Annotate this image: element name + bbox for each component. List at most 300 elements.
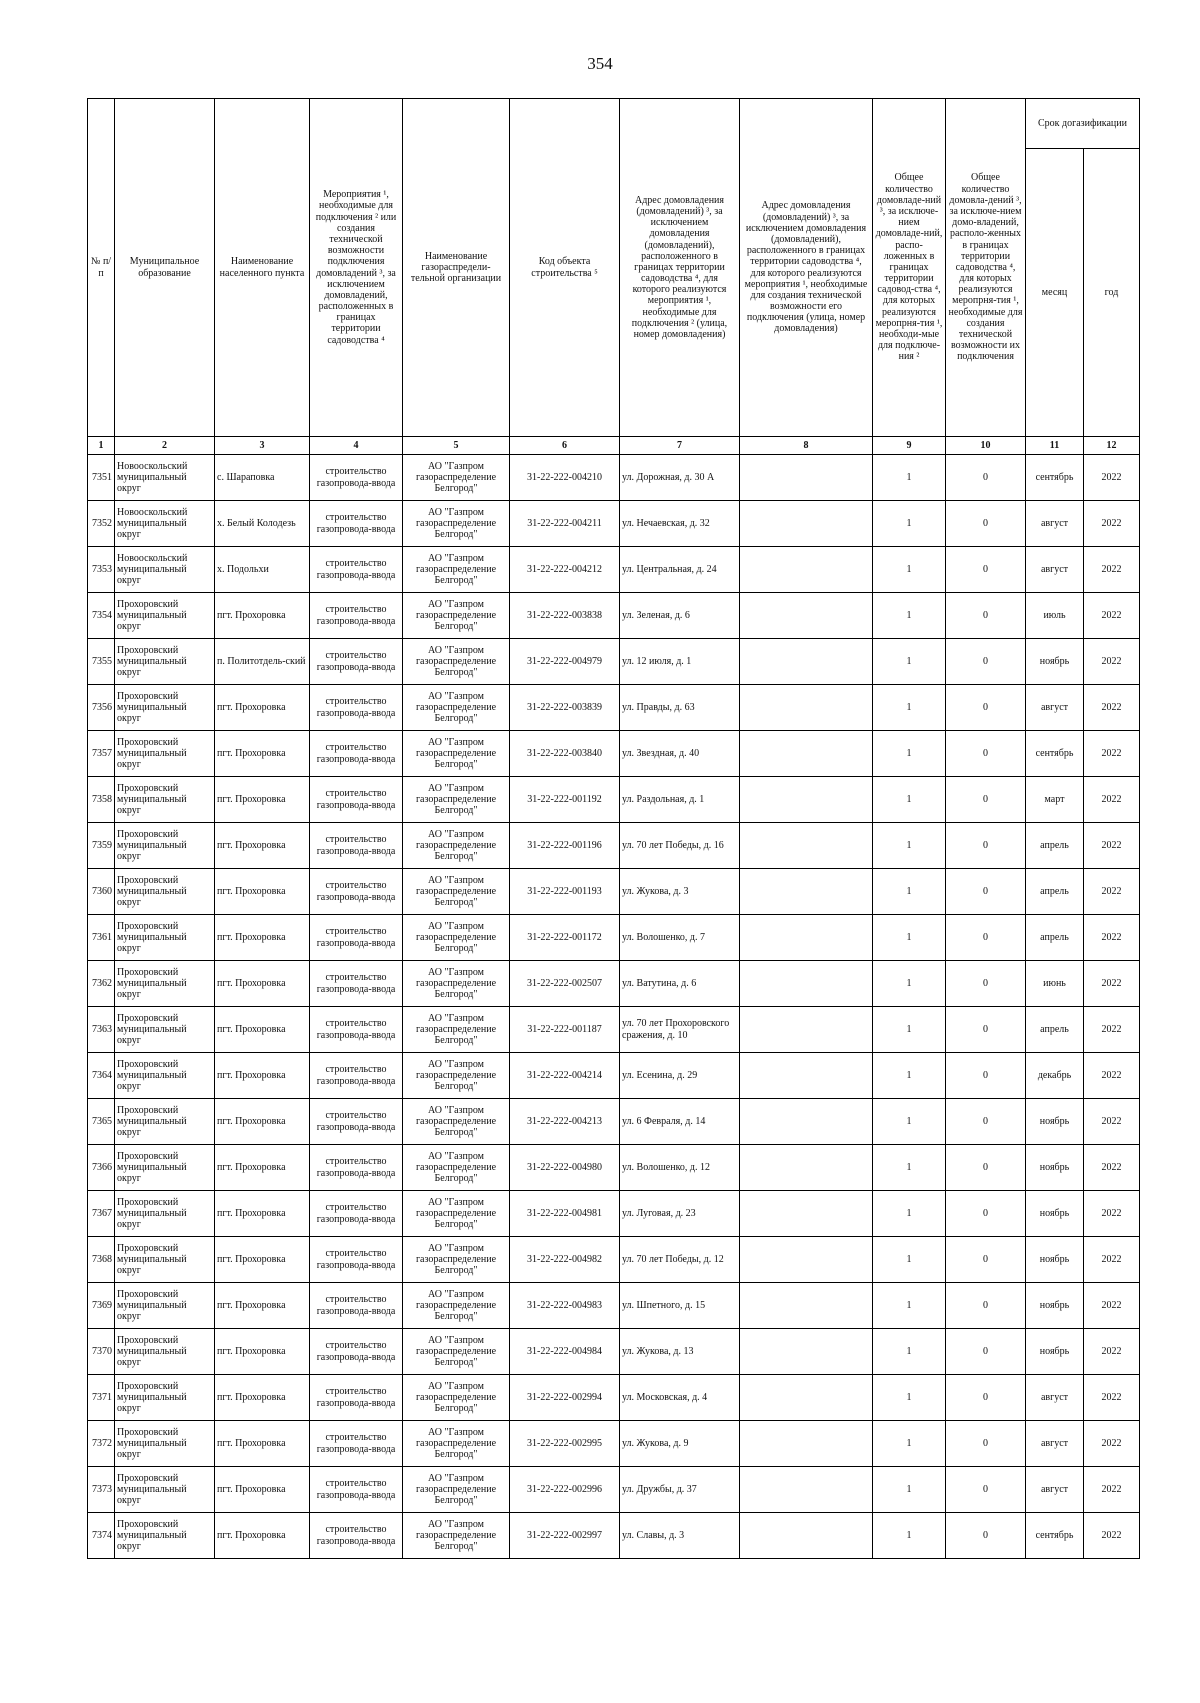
count-connection-cell: 1 <box>873 685 946 731</box>
object-code-cell: 31-22-222-003838 <box>510 593 620 639</box>
header-object-code: Код объекта строительства ⁵ <box>510 99 620 437</box>
address-connection-cell: ул. Волошенко, д. 12 <box>620 1145 740 1191</box>
address-capability-cell <box>740 639 873 685</box>
municipality-cell: Прохоровский муниципальный округ <box>115 823 215 869</box>
activity-cell: строительство газопровода-ввода <box>310 961 403 1007</box>
month-cell: сентябрь <box>1026 731 1084 777</box>
count-capability-cell: 0 <box>946 1329 1026 1375</box>
count-connection-cell: 1 <box>873 1283 946 1329</box>
month-cell: август <box>1026 1467 1084 1513</box>
address-capability-cell <box>740 547 873 593</box>
header-address-connection: Адрес домовладения (домовладений) ³, за исключением домовладения (домовладений), расположенного в границах территории садоводства ⁴, для которого реализуются мероприятия ¹, необходимые для подключения ² (улица, номер домовладения) <box>620 99 740 437</box>
table-row <box>88 1375 1140 1421</box>
object-code-cell: 31-22-222-004984 <box>510 1329 620 1375</box>
settlement-cell: пгт. Прохоровка <box>215 1053 310 1099</box>
month-cell: июль <box>1026 593 1084 639</box>
address-connection-cell: ул. 6 Февраля, д. 14 <box>620 1099 740 1145</box>
table-row <box>88 685 1140 731</box>
object-code-cell: 31-22-222-001193 <box>510 869 620 915</box>
address-capability-cell <box>740 869 873 915</box>
settlement-cell: пгт. Прохоровка <box>215 1283 310 1329</box>
count-connection-cell: 1 <box>873 593 946 639</box>
row-number: 7370 <box>88 1329 115 1375</box>
count-capability-cell: 0 <box>946 639 1026 685</box>
settlement-cell: пгт. Прохоровка <box>215 869 310 915</box>
month-cell: август <box>1026 1375 1084 1421</box>
year-cell: 2022 <box>1084 961 1140 1007</box>
organization-cell: АО "Газпром газораспределение Белгород" <box>403 639 510 685</box>
column-number: 5 <box>403 437 510 455</box>
header-count-capability: Общее количество домовла-дений ³, за исключе-нием домо-владений, располо-женных в границах территории садоводства ⁴, для которых реализуются меропрня-тия ¹, необходимые для создания технической возможности их подключения <box>946 99 1026 437</box>
settlement-cell: пгт. Прохоровка <box>215 823 310 869</box>
object-code-cell: 31-22-222-001187 <box>510 1007 620 1053</box>
object-code-cell: 31-22-222-002507 <box>510 961 620 1007</box>
organization-cell: АО "Газпром газораспределение Белгород" <box>403 455 510 501</box>
municipality-cell: Новооскольский муниципальный округ <box>115 547 215 593</box>
address-connection-cell: ул. 70 лет Победы, д. 12 <box>620 1237 740 1283</box>
settlement-cell: пгт. Прохоровка <box>215 961 310 1007</box>
header-activity: Мероприятия ¹, необходимые для подключения ² или создания технической возможности подключения домовладений ³, за исключением домовладений, расположенных в границах территории садоводства ⁴ <box>310 99 403 437</box>
object-code-cell: 31-22-222-002994 <box>510 1375 620 1421</box>
table-row <box>88 1191 1140 1237</box>
address-capability-cell <box>740 961 873 1007</box>
count-capability-cell: 0 <box>946 501 1026 547</box>
month-cell: март <box>1026 777 1084 823</box>
settlement-cell: пгт. Прохоровка <box>215 1513 310 1559</box>
count-connection-cell: 1 <box>873 501 946 547</box>
object-code-cell: 31-22-222-002995 <box>510 1421 620 1467</box>
header-organization: Наименование газораспредели-тельной организации <box>403 99 510 437</box>
count-connection-cell: 1 <box>873 961 946 1007</box>
activity-cell: строительство газопровода-ввода <box>310 501 403 547</box>
row-number: 7368 <box>88 1237 115 1283</box>
month-cell: ноябрь <box>1026 1099 1084 1145</box>
column-number: 3 <box>215 437 310 455</box>
object-code-cell: 31-22-222-004213 <box>510 1099 620 1145</box>
settlement-cell: пгт. Прохоровка <box>215 777 310 823</box>
address-connection-cell: ул. Славы, д. 3 <box>620 1513 740 1559</box>
organization-cell: АО "Газпром газораспределение Белгород" <box>403 1329 510 1375</box>
year-cell: 2022 <box>1084 501 1140 547</box>
address-connection-cell: ул. Жукова, д. 3 <box>620 869 740 915</box>
address-capability-cell <box>740 1099 873 1145</box>
row-number: 7351 <box>88 455 115 501</box>
activity-cell: строительство газопровода-ввода <box>310 1053 403 1099</box>
organization-cell: АО "Газпром газораспределение Белгород" <box>403 961 510 1007</box>
column-number: 2 <box>115 437 215 455</box>
address-connection-cell: ул. Центральная, д. 24 <box>620 547 740 593</box>
month-cell: ноябрь <box>1026 1283 1084 1329</box>
count-capability-cell: 0 <box>946 1007 1026 1053</box>
year-cell: 2022 <box>1084 1145 1140 1191</box>
month-cell: ноябрь <box>1026 1237 1084 1283</box>
activity-cell: строительство газопровода-ввода <box>310 823 403 869</box>
settlement-cell: пгт. Прохоровка <box>215 1375 310 1421</box>
address-capability-cell <box>740 1053 873 1099</box>
address-capability-cell <box>740 1329 873 1375</box>
table-row <box>88 777 1140 823</box>
row-number: 7357 <box>88 731 115 777</box>
count-connection-cell: 1 <box>873 639 946 685</box>
municipality-cell: Прохоровский муниципальный округ <box>115 1145 215 1191</box>
count-capability-cell: 0 <box>946 1375 1026 1421</box>
table-row <box>88 1145 1140 1191</box>
municipality-cell: Прохоровский муниципальный округ <box>115 685 215 731</box>
municipality-cell: Прохоровский муниципальный округ <box>115 1007 215 1053</box>
month-cell: ноябрь <box>1026 1145 1084 1191</box>
activity-cell: строительство газопровода-ввода <box>310 639 403 685</box>
organization-cell: АО "Газпром газораспределение Белгород" <box>403 1191 510 1237</box>
object-code-cell: 31-22-222-004980 <box>510 1145 620 1191</box>
address-connection-cell: ул. Нечаевская, д. 32 <box>620 501 740 547</box>
activity-cell: строительство газопровода-ввода <box>310 1467 403 1513</box>
count-capability-cell: 0 <box>946 823 1026 869</box>
address-connection-cell: ул. Шпетного, д. 15 <box>620 1283 740 1329</box>
settlement-cell: пгт. Прохоровка <box>215 1007 310 1053</box>
header-number: № п/п <box>88 99 115 437</box>
address-connection-cell: ул. Правды, д. 63 <box>620 685 740 731</box>
month-cell: ноябрь <box>1026 639 1084 685</box>
activity-cell: строительство газопровода-ввода <box>310 1513 403 1559</box>
month-cell: август <box>1026 1421 1084 1467</box>
column-number: 10 <box>946 437 1026 455</box>
activity-cell: строительство газопровода-ввода <box>310 869 403 915</box>
organization-cell: АО "Газпром газораспределение Белгород" <box>403 501 510 547</box>
object-code-cell: 31-22-222-004981 <box>510 1191 620 1237</box>
count-connection-cell: 1 <box>873 1053 946 1099</box>
count-connection-cell: 1 <box>873 1375 946 1421</box>
count-capability-cell: 0 <box>946 1467 1026 1513</box>
count-capability-cell: 0 <box>946 593 1026 639</box>
month-cell: декабрь <box>1026 1053 1084 1099</box>
table-row <box>88 593 1140 639</box>
address-capability-cell <box>740 731 873 777</box>
count-connection-cell: 1 <box>873 1145 946 1191</box>
municipality-cell: Новооскольский муниципальный округ <box>115 455 215 501</box>
municipality-cell: Прохоровский муниципальный округ <box>115 731 215 777</box>
column-number: 11 <box>1026 437 1084 455</box>
organization-cell: АО "Газпром газораспределение Белгород" <box>403 1145 510 1191</box>
row-number: 7356 <box>88 685 115 731</box>
address-capability-cell <box>740 1283 873 1329</box>
count-capability-cell: 0 <box>946 1145 1026 1191</box>
address-connection-cell: ул. Луговая, д. 23 <box>620 1191 740 1237</box>
settlement-cell: пгт. Прохоровка <box>215 593 310 639</box>
organization-cell: АО "Газпром газораспределение Белгород" <box>403 1053 510 1099</box>
row-number: 7374 <box>88 1513 115 1559</box>
count-capability-cell: 0 <box>946 1053 1026 1099</box>
count-connection-cell: 1 <box>873 869 946 915</box>
header-month: месяц <box>1026 149 1084 437</box>
row-number: 7354 <box>88 593 115 639</box>
settlement-cell: пгт. Прохоровка <box>215 685 310 731</box>
table-row <box>88 961 1140 1007</box>
month-cell: ноябрь <box>1026 1191 1084 1237</box>
row-number: 7366 <box>88 1145 115 1191</box>
address-connection-cell: ул. Есенина, д. 29 <box>620 1053 740 1099</box>
year-cell: 2022 <box>1084 593 1140 639</box>
address-capability-cell <box>740 1191 873 1237</box>
table-row <box>88 1283 1140 1329</box>
municipality-cell: Прохоровский муниципальный округ <box>115 961 215 1007</box>
count-capability-cell: 0 <box>946 1237 1026 1283</box>
address-connection-cell: ул. 12 июля, д. 1 <box>620 639 740 685</box>
count-capability-cell: 0 <box>946 1099 1026 1145</box>
address-capability-cell <box>740 1145 873 1191</box>
organization-cell: АО "Газпром газораспределение Белгород" <box>403 823 510 869</box>
address-connection-cell: ул. Жукова, д. 13 <box>620 1329 740 1375</box>
column-number: 1 <box>88 437 115 455</box>
column-number: 6 <box>510 437 620 455</box>
table-row <box>88 1007 1140 1053</box>
activity-cell: строительство газопровода-ввода <box>310 1421 403 1467</box>
row-number: 7358 <box>88 777 115 823</box>
address-connection-cell: ул. Дружбы, д. 37 <box>620 1467 740 1513</box>
table-row <box>88 639 1140 685</box>
object-code-cell: 31-22-222-004983 <box>510 1283 620 1329</box>
count-capability-cell: 0 <box>946 869 1026 915</box>
row-number: 7373 <box>88 1467 115 1513</box>
organization-cell: АО "Газпром газораспределение Белгород" <box>403 915 510 961</box>
municipality-cell: Прохоровский муниципальный округ <box>115 1421 215 1467</box>
address-capability-cell <box>740 777 873 823</box>
page-number: 354 <box>587 54 613 73</box>
object-code-cell: 31-22-222-001192 <box>510 777 620 823</box>
year-cell: 2022 <box>1084 1421 1140 1467</box>
address-capability-cell <box>740 1467 873 1513</box>
count-connection-cell: 1 <box>873 1467 946 1513</box>
table-row <box>88 501 1140 547</box>
row-number: 7359 <box>88 823 115 869</box>
count-connection-cell: 1 <box>873 1513 946 1559</box>
municipality-cell: Прохоровский муниципальный округ <box>115 1053 215 1099</box>
gasification-table <box>87 98 1140 1559</box>
address-capability-cell <box>740 1513 873 1559</box>
object-code-cell: 31-22-222-004211 <box>510 501 620 547</box>
table-row <box>88 915 1140 961</box>
organization-cell: АО "Газпром газораспределение Белгород" <box>403 1007 510 1053</box>
organization-cell: АО "Газпром газораспределение Белгород" <box>403 1099 510 1145</box>
column-number: 7 <box>620 437 740 455</box>
month-cell: сентябрь <box>1026 1513 1084 1559</box>
count-connection-cell: 1 <box>873 455 946 501</box>
column-number: 8 <box>740 437 873 455</box>
row-number: 7363 <box>88 1007 115 1053</box>
year-cell: 2022 <box>1084 915 1140 961</box>
row-number: 7371 <box>88 1375 115 1421</box>
count-connection-cell: 1 <box>873 1421 946 1467</box>
object-code-cell: 31-22-222-004214 <box>510 1053 620 1099</box>
settlement-cell: пгт. Прохоровка <box>215 1145 310 1191</box>
year-cell: 2022 <box>1084 1237 1140 1283</box>
organization-cell: АО "Газпром газораспределение Белгород" <box>403 869 510 915</box>
municipality-cell: Прохоровский муниципальный округ <box>115 777 215 823</box>
municipality-cell: Прохоровский муниципальный округ <box>115 1375 215 1421</box>
row-number: 7352 <box>88 501 115 547</box>
organization-cell: АО "Газпром газораспределение Белгород" <box>403 547 510 593</box>
year-cell: 2022 <box>1084 1007 1140 1053</box>
settlement-cell: пгт. Прохоровка <box>215 731 310 777</box>
object-code-cell: 31-22-222-003840 <box>510 731 620 777</box>
year-cell: 2022 <box>1084 685 1140 731</box>
year-cell: 2022 <box>1084 1467 1140 1513</box>
table-body <box>88 455 1140 1559</box>
month-cell: апрель <box>1026 1007 1084 1053</box>
column-number: 12 <box>1084 437 1140 455</box>
row-number: 7360 <box>88 869 115 915</box>
object-code-cell: 31-22-222-004979 <box>510 639 620 685</box>
address-connection-cell: ул. Звездная, д. 40 <box>620 731 740 777</box>
table-row <box>88 823 1140 869</box>
month-cell: апрель <box>1026 823 1084 869</box>
table-row <box>88 455 1140 501</box>
address-connection-cell: ул. Жукова, д. 9 <box>620 1421 740 1467</box>
organization-cell: АО "Газпром газораспределение Белгород" <box>403 1237 510 1283</box>
count-connection-cell: 1 <box>873 1099 946 1145</box>
header-year: год <box>1084 149 1140 437</box>
address-connection-cell: ул. Волошенко, д. 7 <box>620 915 740 961</box>
activity-cell: строительство газопровода-ввода <box>310 1375 403 1421</box>
table-row <box>88 1237 1140 1283</box>
header-address-capability: Адрес домовладения (домовладений) ³, за исключением домовладения (домовладений), расположенного в границах территории садоводства ⁴, для которого реализуются мероприятия ¹, необходимые для создания технической возможности его подключения (улица, номер домовладения) <box>740 99 873 437</box>
address-capability-cell <box>740 455 873 501</box>
activity-cell: строительство газопровода-ввода <box>310 731 403 777</box>
count-capability-cell: 0 <box>946 1513 1026 1559</box>
settlement-cell: п. Политотдель-ский <box>215 639 310 685</box>
object-code-cell: 31-22-222-004982 <box>510 1237 620 1283</box>
activity-cell: строительство газопровода-ввода <box>310 1329 403 1375</box>
municipality-cell: Прохоровский муниципальный округ <box>115 639 215 685</box>
address-capability-cell <box>740 1007 873 1053</box>
organization-cell: АО "Газпром газораспределение Белгород" <box>403 593 510 639</box>
count-capability-cell: 0 <box>946 961 1026 1007</box>
year-cell: 2022 <box>1084 1375 1140 1421</box>
year-cell: 2022 <box>1084 1053 1140 1099</box>
activity-cell: строительство газопровода-ввода <box>310 1007 403 1053</box>
address-capability-cell <box>740 685 873 731</box>
count-capability-cell: 0 <box>946 1191 1026 1237</box>
month-cell: апрель <box>1026 915 1084 961</box>
address-capability-cell <box>740 593 873 639</box>
table-row <box>88 1053 1140 1099</box>
row-number: 7372 <box>88 1421 115 1467</box>
activity-cell: строительство газопровода-ввода <box>310 455 403 501</box>
year-cell: 2022 <box>1084 869 1140 915</box>
municipality-cell: Прохоровский муниципальный округ <box>115 593 215 639</box>
count-connection-cell: 1 <box>873 1329 946 1375</box>
settlement-cell: пгт. Прохоровка <box>215 1329 310 1375</box>
municipality-cell: Прохоровский муниципальный округ <box>115 1513 215 1559</box>
count-connection-cell: 1 <box>873 1191 946 1237</box>
count-connection-cell: 1 <box>873 547 946 593</box>
count-capability-cell: 0 <box>946 915 1026 961</box>
count-capability-cell: 0 <box>946 777 1026 823</box>
address-capability-cell <box>740 501 873 547</box>
address-connection-cell: ул. 70 лет Прохоровского сражения, д. 10 <box>620 1007 740 1053</box>
year-cell: 2022 <box>1084 731 1140 777</box>
count-connection-cell: 1 <box>873 1237 946 1283</box>
municipality-cell: Прохоровский муниципальный округ <box>115 1099 215 1145</box>
row-number: 7353 <box>88 547 115 593</box>
activity-cell: строительство газопровода-ввода <box>310 777 403 823</box>
municipality-cell: Прохоровский муниципальный округ <box>115 1329 215 1375</box>
settlement-cell: пгт. Прохоровка <box>215 1237 310 1283</box>
activity-cell: строительство газопровода-ввода <box>310 915 403 961</box>
address-capability-cell <box>740 1237 873 1283</box>
row-number: 7362 <box>88 961 115 1007</box>
header-count-connection: Общее количество домовладе-ний ³, за исключе-нием домовладе-ний, распо-ложенных в границах территории садовод-ства ⁴, для которых реализуются меропрня-тия ¹, необходи-мые для подключе-ния ² <box>873 99 946 437</box>
organization-cell: АО "Газпром газораспределение Белгород" <box>403 1375 510 1421</box>
municipality-cell: Новооскольский муниципальный округ <box>115 501 215 547</box>
settlement-cell: пгт. Прохоровка <box>215 1099 310 1145</box>
column-number: 9 <box>873 437 946 455</box>
municipality-cell: Прохоровский муниципальный округ <box>115 1237 215 1283</box>
organization-cell: АО "Газпром газораспределение Белгород" <box>403 685 510 731</box>
count-capability-cell: 0 <box>946 455 1026 501</box>
month-cell: ноябрь <box>1026 1329 1084 1375</box>
header-municipality: Муниципальное образование <box>115 99 215 437</box>
address-connection-cell: ул. Дорожная, д. 30 А <box>620 455 740 501</box>
object-code-cell: 31-22-222-001196 <box>510 823 620 869</box>
table-row <box>88 869 1140 915</box>
municipality-cell: Прохоровский муниципальный округ <box>115 1467 215 1513</box>
municipality-cell: Прохоровский муниципальный округ <box>115 1283 215 1329</box>
year-cell: 2022 <box>1084 777 1140 823</box>
year-cell: 2022 <box>1084 1099 1140 1145</box>
activity-cell: строительство газопровода-ввода <box>310 1145 403 1191</box>
row-number: 7365 <box>88 1099 115 1145</box>
organization-cell: АО "Газпром газораспределение Белгород" <box>403 1467 510 1513</box>
municipality-cell: Прохоровский муниципальный округ <box>115 915 215 961</box>
count-capability-cell: 0 <box>946 1421 1026 1467</box>
row-number: 7367 <box>88 1191 115 1237</box>
year-cell: 2022 <box>1084 1513 1140 1559</box>
row-number: 7355 <box>88 639 115 685</box>
count-capability-cell: 0 <box>946 685 1026 731</box>
organization-cell: АО "Газпром газораспределение Белгород" <box>403 731 510 777</box>
month-cell: август <box>1026 501 1084 547</box>
month-cell: апрель <box>1026 869 1084 915</box>
settlement-cell: пгт. Прохоровка <box>215 915 310 961</box>
table-row <box>88 1329 1140 1375</box>
activity-cell: строительство газопровода-ввода <box>310 1099 403 1145</box>
object-code-cell: 31-22-222-004212 <box>510 547 620 593</box>
settlement-cell: пгт. Прохоровка <box>215 1467 310 1513</box>
activity-cell: строительство газопровода-ввода <box>310 1237 403 1283</box>
address-connection-cell: ул. Зеленая, д. 6 <box>620 593 740 639</box>
activity-cell: строительство газопровода-ввода <box>310 593 403 639</box>
settlement-cell: с. Шараповка <box>215 455 310 501</box>
object-code-cell: 31-22-222-002997 <box>510 1513 620 1559</box>
count-capability-cell: 0 <box>946 731 1026 777</box>
count-connection-cell: 1 <box>873 731 946 777</box>
object-code-cell: 31-22-222-004210 <box>510 455 620 501</box>
address-capability-cell <box>740 1421 873 1467</box>
row-number: 7369 <box>88 1283 115 1329</box>
count-connection-cell: 1 <box>873 1007 946 1053</box>
municipality-cell: Прохоровский муниципальный округ <box>115 869 215 915</box>
year-cell: 2022 <box>1084 823 1140 869</box>
settlement-cell: х. Белый Колодезь <box>215 501 310 547</box>
address-connection-cell: ул. Московская, д. 4 <box>620 1375 740 1421</box>
settlement-cell: х. Подольхи <box>215 547 310 593</box>
count-capability-cell: 0 <box>946 1283 1026 1329</box>
table-row <box>88 1467 1140 1513</box>
year-cell: 2022 <box>1084 455 1140 501</box>
address-capability-cell <box>740 915 873 961</box>
object-code-cell: 31-22-222-003839 <box>510 685 620 731</box>
count-connection-cell: 1 <box>873 777 946 823</box>
